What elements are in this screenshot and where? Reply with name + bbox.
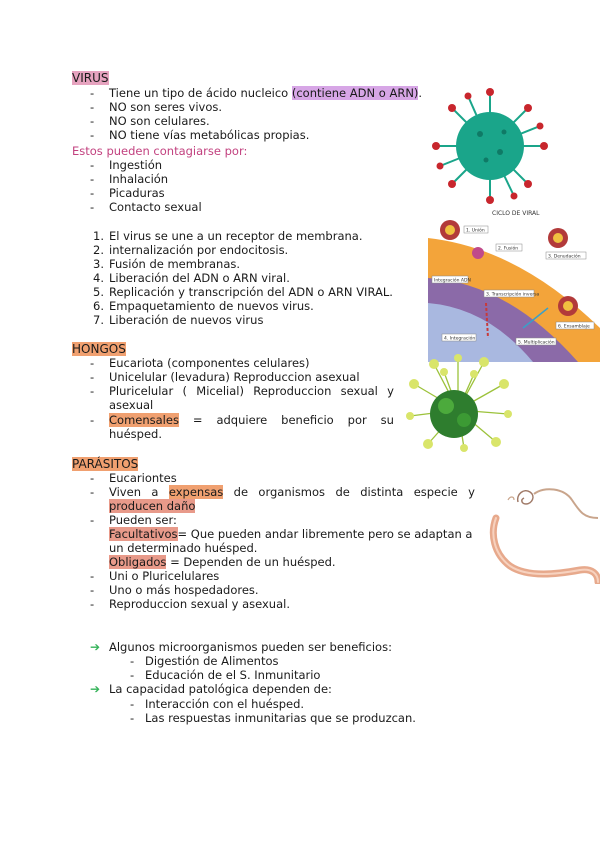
contagion-title: Estos pueden contagiarse por: [72,144,248,158]
viral-cycle-diagram [428,208,600,362]
parasitos-heading: PARÁSITOS [72,457,139,471]
virus-heading: VIRUS [72,71,109,85]
parasite-illustration [488,474,600,584]
arrow-right-icon: ➔ [90,640,101,654]
svg-text:2. Fusión: 2. Fusión [498,246,519,252]
arrow-right-icon: ➔ [90,682,101,696]
svg-text:5. Multiplicación: 5. Multiplicación [518,340,555,346]
virus-illustration [428,86,552,206]
svg-text:4. Integración: 4. Integración [444,336,476,342]
svg-text:6. Ensamblaje: 6. Ensamblaje [558,324,590,330]
svg-text:CICLO DE VIRAL: CICLO DE VIRAL [492,210,540,217]
svg-text:1. Unión: 1. Unión [466,228,485,234]
svg-text:Integración ADN: Integración ADN [434,278,471,284]
svg-text:3. Denudación: 3. Denudación [548,254,581,260]
svg-text:3. Transcripción inversa: 3. Transcripción inversa [486,292,540,298]
hongos-heading: HONGOS [72,342,126,356]
fungus-illustration [404,354,512,452]
